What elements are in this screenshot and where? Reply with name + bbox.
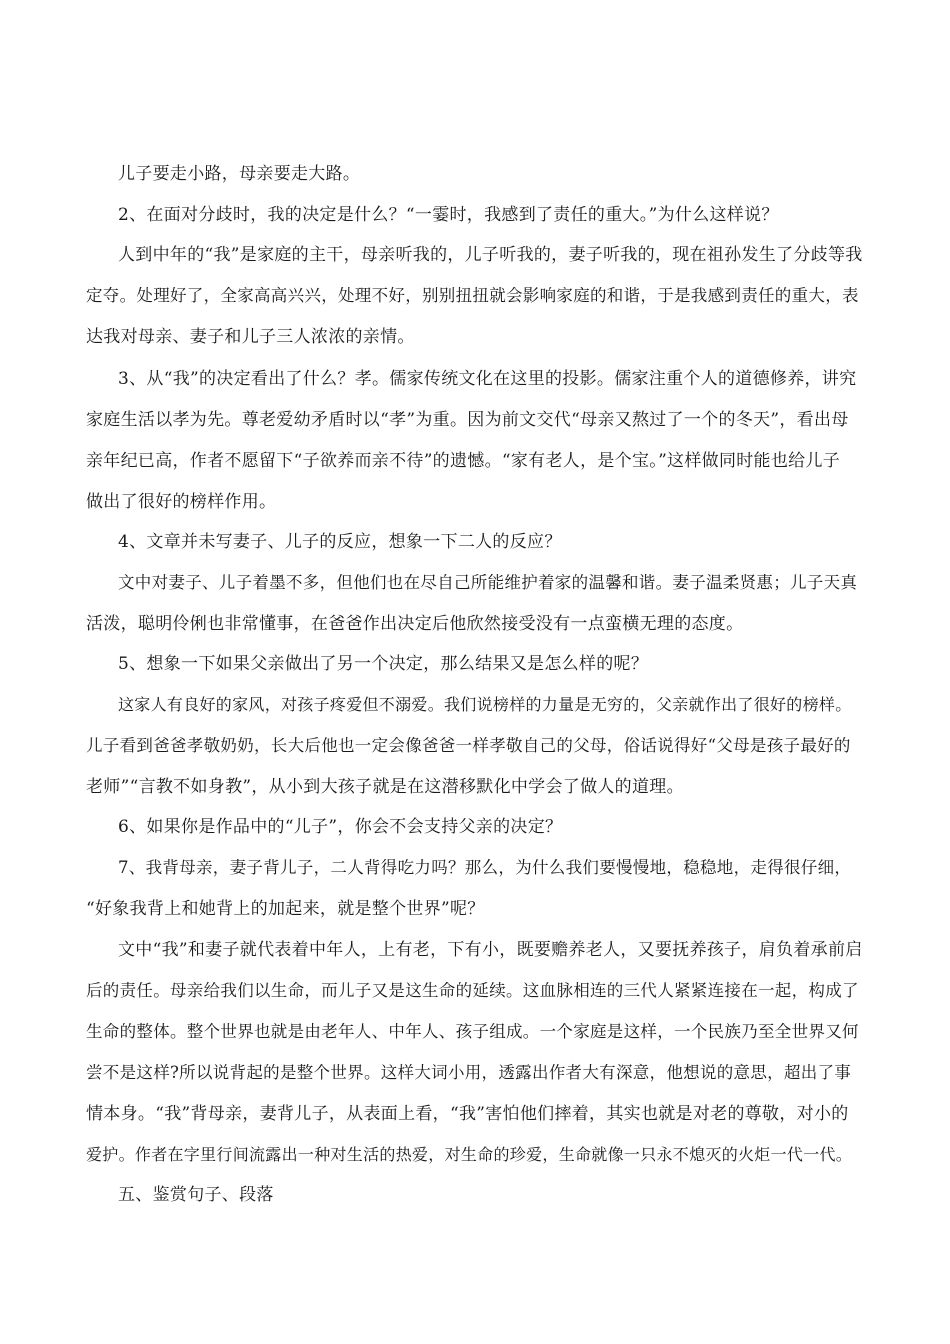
- text-line: “好象我背上和她背上的加起来，就是整个世界”呢？: [86, 899, 485, 919]
- text-line: 人到中年的“我”是家庭的主干，母亲听我的，儿子听我的，妻子听我的，现在祖孙发生了分歧等我: [118, 245, 863, 265]
- text-line: 后的责任。母亲给我们以生命，而儿子又是这生命的延续。这血脉相连的三代人紧紧连接在一起，构成了: [86, 981, 859, 1000]
- question-heading: 7、我背母亲，妻子背儿子，二人背得吃力吗？那么，为什么我们要慢慢地，稳稳地，走得很仔细，: [118, 858, 852, 877]
- text-line: 文中对妻子、儿子着墨不多，但他们也在尽自己所能维护着家的温馨和谐。妻子温柔贤惠；儿子天真: [118, 573, 858, 592]
- text-line: 尝不是这样?所以说背起的是整个世界。这样大词小用，透露出作者大有深意，他想说的意思，超出了事: [86, 1063, 852, 1082]
- text-line: 文中“我”和妻子就代表着中年人，上有老，下有小，既要赡养老人，又要抚养孩子，肩负着承前启: [118, 940, 863, 960]
- text-line: 定夺。处理好了，全家高高兴兴，处理不好，别别扭扭就会影响家庭的和谐，于是我感到责任的重大，表: [86, 286, 859, 305]
- text-line: 活泼，聪明伶俐也非常懂事，在爸爸作出决定后他欣然接受没有一点蛮横无理的态度。: [86, 614, 744, 634]
- text-line: 做出了很好的榜样作用。: [86, 492, 277, 512]
- text-line: 儿子看到爸爸孝敬奶奶，长大后他也一定会像爸爸一样孝敬自己的父母，俗话说得好“父母是孩子最好的: [86, 736, 851, 755]
- text-line: 情本身。“我”背母亲，妻背儿子，从表面上看，“我”害怕他们摔着，其实也就是对老的尊敬，对小的: [86, 1104, 849, 1124]
- text-line: 老师”“言教不如身教”，从小到大孩子就是在这潜移默化中学会了做人的道理。: [86, 777, 684, 797]
- section-heading: 五、鉴赏句子、段落: [118, 1185, 274, 1205]
- question-heading: 5、想象一下如果父亲做出了另一个决定，那么结果又是怎么样的呢？: [118, 654, 649, 674]
- text-line: 爱护。作者在字里行间流露出一种对生活的热爱，对生命的珍爱，生命就像一只永不熄灭的火炬一代一代。: [86, 1145, 853, 1164]
- text-line: 生命的整体。整个世界也就是由老年人、中年人、孩子组成。一个家庭是这样，一个民族乃至全世界又何: [86, 1022, 859, 1041]
- question-heading: 4、文章并未写妻子、儿子的反应，想象一下二人的反应？: [118, 532, 562, 552]
- text-line: 儿子要走小路，母亲要走大路。: [118, 164, 361, 184]
- text-line: 这家人有良好的家风，对孩子疼爱但不溺爱。我们说榜样的力量是无穷的，父亲就作出了很好的榜样。: [118, 695, 852, 714]
- text-line: 达我对母亲、妻子和儿子三人浓浓的亲情。: [86, 327, 415, 347]
- text-line: 家庭生活以孝为先。尊老爱幼矛盾时以“孝”为重。因为前文交代“母亲又熬过了一个的冬天”，看出母: [86, 410, 849, 430]
- question-heading: 3、从“我”的决定看出了什么？孝。儒家传统文化在这里的投影。儒家注重个人的道德修养，讲究: [118, 369, 857, 389]
- text-line: 亲年纪已高，作者不愿留下“子欲养而亲不待”的遗憾。“家有老人，是个宝。”这样做同时能也给儿子: [86, 451, 841, 471]
- question-heading: 2、在面对分歧时，我的决定是什么？“一霎时，我感到了责任的重大。”为什么这样说？: [118, 205, 779, 225]
- question-heading: 6、如果你是作品中的“儿子”，你会不会支持父亲的决定？: [118, 817, 563, 837]
